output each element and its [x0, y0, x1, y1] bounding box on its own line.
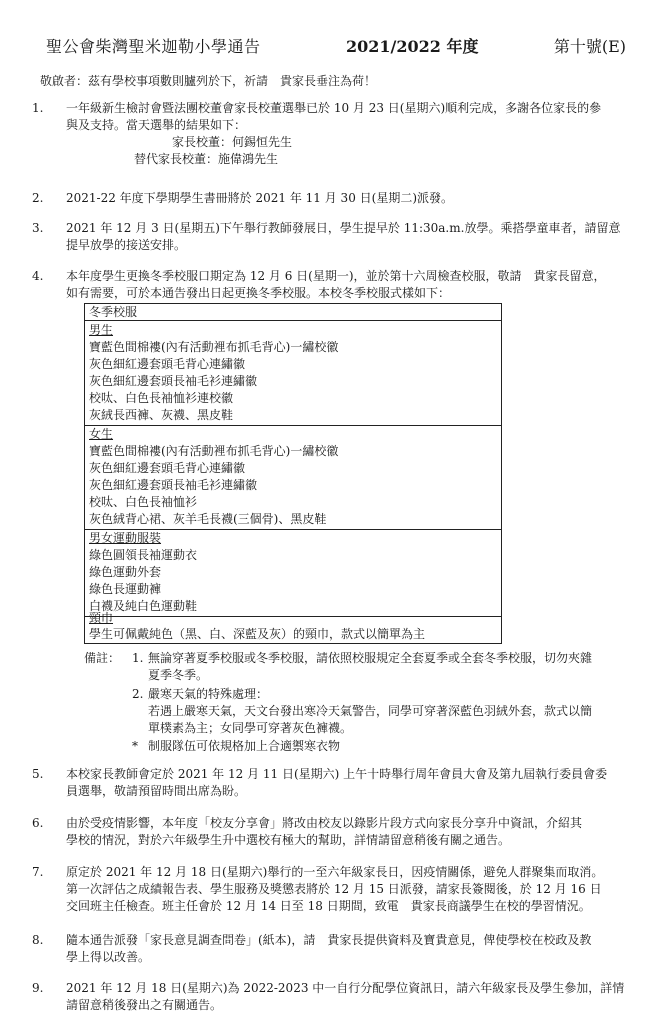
item-number: 4.	[32, 269, 44, 283]
item-text-line: 與及支持。當天選舉的結果如下：	[66, 118, 247, 132]
item-text-line: 如有需要，可於本通告發出日起更換冬季校服。本校冬季校服式樣如下：	[66, 286, 451, 300]
sports-uniform-item: 綠色圓領長袖運動衣	[89, 548, 198, 562]
item-text-line: 學上得以改善。	[66, 950, 151, 964]
scarf-heading	[85, 610, 501, 627]
item-text-line: 提早放學的接送安排。	[66, 238, 187, 252]
remarks-label: 備註：	[84, 651, 121, 665]
notice-header	[46, 34, 626, 56]
scarf-item: 學生可佩戴純色（黑、白、深藍及灰）的頸巾，款式以簡單為主	[89, 627, 426, 641]
boys-heading	[85, 322, 501, 339]
item-text-line: 隨本通告派發「家長意見調查問卷」(紙本)，請 貴家長提供資料及寶貴意見，俾使學校在校政及教	[66, 933, 592, 947]
boys-uniform-item: 寶藍色間棉褸(內有活動裡布抓毛背心)一繡校徽	[89, 340, 339, 354]
item-number: 5.	[32, 767, 44, 781]
sports-uniform-item: 白襪及純白色運動鞋	[89, 599, 198, 613]
girls-heading	[85, 426, 501, 443]
item-text-line: 本校家長教師會定於 2021 年 12 月 11 日(星期六) 上午十時舉行周年會員大會及第九屆執行委員會委	[66, 767, 608, 781]
item-number: 2.	[32, 191, 44, 205]
boys-uniform-item: 灰色細紅邊套頭毛背心連繡徽	[89, 357, 246, 371]
girls-uniform-item: 灰色細紅邊套頭毛背心連繡徽	[89, 461, 246, 475]
sports-uniform-item: 綠色運動外套	[89, 565, 162, 579]
boys-uniform-item: 灰絨長西褲、灰襪、黑皮鞋	[89, 408, 234, 422]
item-text-line: 2021 年 12 月 3 日(星期五)下午舉行教師發展日，學生提早於 11:30a.m.放學。乘搭學童車者，請留意	[66, 221, 621, 235]
item-text-line: 請留意稍後發出之有關通告。	[66, 998, 223, 1012]
notice-number: 第十號(E)	[553, 37, 626, 56]
remark-text: 若遇上嚴寒天氣，天文台發出寒冷天氣警告，同學可穿著深藍色羽絨外套，款式以簡	[148, 704, 593, 718]
winter-uniform-table	[84, 303, 502, 644]
remark-title: 嚴寒天氣的特殊處理：	[148, 687, 269, 701]
remark-text: 制服隊伍可依規格加上合適禦寒衣物	[148, 739, 341, 753]
item-text-line: 交回班主任檢查。班主任會於 12 月 14 日至 18 日期間，致電 貴家長商議學生在校的學習情況。	[66, 899, 591, 913]
item-number: 3.	[32, 221, 44, 235]
item-text-line: 一年級新生檢討會暨法團校董會家長校董選舉已於 10 月 23 日(星期六)順利完成，多謝各位家長的參	[66, 101, 602, 115]
girls-heading-text: 女生	[89, 427, 114, 441]
item-text-line: 本年度學生更換冬季校服口期定為 12 月 6 日(星期一)，並於第十六周檢查校服，敬請 貴家長留意，	[66, 269, 606, 283]
girls-uniform-item: 校呔、白色長袖恤衫	[89, 495, 198, 509]
item-text-line: 2021 年 12 月 18 日(星期六)為 2022-2023 中一自行分配學位資訊日，請六年級家長及學生參加，詳情	[66, 981, 625, 995]
remark-star: *	[132, 739, 138, 753]
remark-text: 無論穿著夏季校服或冬季校服，請依照校服規定全套夏季或全套冬季校服，切勿夾雜	[148, 651, 593, 665]
item-number: 1.	[32, 101, 44, 115]
remark-number: 2.	[132, 687, 144, 701]
school-year: 2021/2022 年度	[346, 37, 479, 56]
alternate-manager-result: 替代家長校董：施偉鴻先生	[134, 152, 279, 166]
boys-uniform-item: 校呔、白色長袖恤衫連校徽	[89, 391, 234, 405]
girls-uniform-item: 灰色細紅邊套頭長袖毛衫連繡徽	[89, 478, 258, 492]
parent-manager-result: 家長校董：何錫恒先生	[172, 135, 293, 149]
girls-uniform-item: 灰色絨背心裙、灰羊毛長襪(三個骨)、黑皮鞋	[89, 512, 327, 526]
sports-heading-text: 男女運動服裝	[89, 531, 162, 545]
remark-text: 夏季冬季。	[148, 668, 209, 682]
remark-number: 1.	[132, 651, 144, 665]
item-number: 6.	[32, 816, 44, 830]
remark-text: 單樸素為主；女同學可穿著灰色褲襪。	[148, 721, 353, 735]
item-number: 8.	[32, 933, 44, 947]
item-text-line: 原定於 2021 年 12 月 18 日(星期六)舉行的一至六年級家長日，因疫情關係，避免人群聚集而取消。	[66, 865, 604, 879]
school-name: 聖公會柴灣聖米迦勒小學通告	[46, 37, 261, 56]
sports-heading	[85, 530, 501, 547]
girls-uniform-item: 寶藍色間棉褸(內有活動裡布抓毛背心)一繡校徽	[89, 444, 339, 458]
item-text-line: 學校的情況，對於六年級學生升中選校有極大的幫助，詳情請留意稍後有關之通告。	[66, 833, 511, 847]
uniform-table-title: 冬季校服	[85, 304, 501, 321]
item-text-line: 2021-22 年度下學期學生書冊將於 2021 年 11 月 30 日(星期二)派發。	[66, 191, 454, 205]
boys-uniform-item: 灰色細紅邊套頭長袖毛衫連繡徽	[89, 374, 258, 388]
sports-uniform-item: 綠色長運動褲	[89, 582, 162, 596]
item-number: 7.	[32, 865, 44, 879]
item-number: 9.	[32, 981, 44, 995]
item-text-line: 第一次評估之成績報告表、學生服務及獎懲表將於 12 月 15 日派發，請家長簽閱後，於 12 月 16 日	[66, 882, 602, 896]
scarf-heading-text: 頸巾	[89, 611, 114, 625]
item-text-line: 由於受疫情影響，本年度「校友分享會」將改由校友以錄影片段方式向家長分享升中資訊，介紹其	[66, 816, 583, 830]
item-text-line: 員選舉，敬請預留時間出席為盼。	[66, 784, 247, 798]
greeting: 敬啟者：茲有學校事項數則臚列於下，祈請 貴家長垂注為荷！	[40, 74, 377, 88]
boys-heading-text: 男生	[89, 323, 114, 337]
